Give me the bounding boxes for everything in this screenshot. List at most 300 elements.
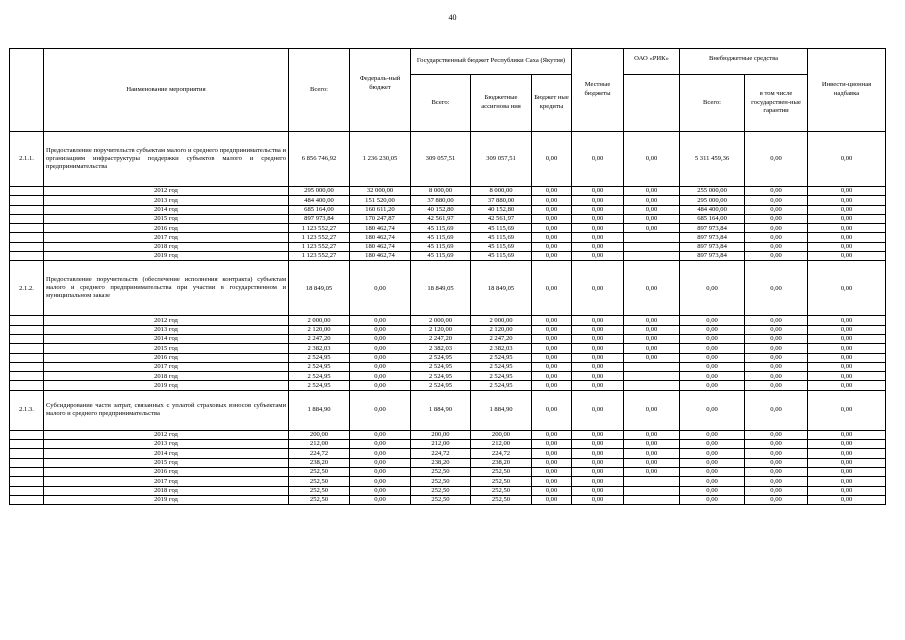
budget-table	[9, 48, 886, 505]
table-body	[10, 132, 886, 505]
year-label: 2013 год	[44, 325, 289, 334]
year-value-cell: 0,00	[745, 486, 808, 495]
year-code-empty	[10, 467, 44, 476]
section-total-cell: 309 057,51	[411, 132, 471, 187]
year-code-empty	[10, 316, 44, 325]
year-value-cell: 0,00	[532, 440, 572, 449]
year-value-cell: 0,00	[745, 458, 808, 467]
year-value-cell: 2 382,03	[411, 344, 471, 353]
year-label: 2017 год	[44, 362, 289, 371]
year-value-cell: 200,00	[471, 430, 532, 439]
year-value-cell: 0,00	[624, 440, 680, 449]
year-value-cell: 1 123 552,27	[289, 242, 350, 251]
year-value-cell: 0,00	[572, 440, 624, 449]
year-value-cell: 238,20	[471, 458, 532, 467]
year-value-cell: 0,00	[532, 467, 572, 476]
year-value-cell: 0,00	[624, 430, 680, 439]
year-value-cell	[624, 477, 680, 486]
year-value-cell: 0,00	[745, 372, 808, 381]
year-label: 2015 год	[44, 214, 289, 223]
year-value-cell: 0,00	[572, 362, 624, 371]
year-value-cell: 0,00	[532, 224, 572, 233]
year-value-cell: 0,00	[572, 372, 624, 381]
year-row	[10, 205, 886, 214]
year-value-cell: 2 524,95	[411, 353, 471, 362]
year-value-cell: 0,00	[745, 353, 808, 362]
year-value-cell: 0,00	[745, 187, 808, 196]
year-value-cell: 0,00	[808, 316, 886, 325]
year-code-empty	[10, 440, 44, 449]
year-value-cell: 0,00	[532, 495, 572, 504]
header-oao-empty	[624, 75, 680, 132]
year-value-cell: 180 462,74	[350, 252, 411, 261]
section-row	[10, 390, 886, 430]
section-total-cell: 5 311 459,36	[680, 132, 745, 187]
section-total-cell: 0,00	[624, 261, 680, 316]
year-value-cell: 897 973,84	[680, 252, 745, 261]
year-code-empty	[10, 325, 44, 334]
year-value-cell: 897 973,84	[289, 214, 350, 223]
year-value-cell: 0,00	[532, 187, 572, 196]
year-value-cell: 0,00	[745, 334, 808, 343]
year-value-cell: 0,00	[350, 486, 411, 495]
section-total-cell: 0,00	[350, 390, 411, 430]
section-total-cell: 309 057,51	[471, 132, 532, 187]
year-value-cell: 0,00	[680, 372, 745, 381]
table-header	[10, 49, 886, 132]
year-value-cell: 0,00	[572, 233, 624, 242]
year-value-cell: 0,00	[808, 224, 886, 233]
year-value-cell: 0,00	[680, 381, 745, 390]
year-row	[10, 344, 886, 353]
year-value-cell: 32 000,00	[350, 187, 411, 196]
year-value-cell	[624, 381, 680, 390]
year-row	[10, 334, 886, 343]
year-value-cell: 252,50	[289, 486, 350, 495]
header-state-credit: Бюджет ные кредиты	[532, 75, 572, 132]
year-value-cell: 2 000,00	[471, 316, 532, 325]
year-value-cell: 252,50	[471, 467, 532, 476]
year-code-empty	[10, 344, 44, 353]
year-value-cell	[624, 495, 680, 504]
year-value-cell: 2 524,95	[471, 381, 532, 390]
year-value-cell: 0,00	[624, 449, 680, 458]
year-value-cell: 2 524,95	[471, 353, 532, 362]
section-total-cell: 1 884,90	[289, 390, 350, 430]
year-value-cell: 0,00	[532, 362, 572, 371]
header-name: Наименование мероприятия	[44, 49, 289, 132]
year-value-cell: 0,00	[532, 233, 572, 242]
year-value-cell: 0,00	[624, 205, 680, 214]
year-value-cell: 0,00	[624, 344, 680, 353]
year-value-cell: 2 382,03	[471, 344, 532, 353]
year-row	[10, 242, 886, 251]
year-value-cell: 1 123 552,27	[289, 252, 350, 261]
year-value-cell: 42 561,97	[471, 214, 532, 223]
year-value-cell: 295 000,00	[680, 196, 745, 205]
year-value-cell: 0,00	[350, 430, 411, 439]
year-value-cell	[624, 242, 680, 251]
year-code-empty	[10, 196, 44, 205]
section-total-cell: 0,00	[745, 390, 808, 430]
year-row	[10, 477, 886, 486]
year-value-cell: 295 000,00	[289, 187, 350, 196]
year-value-cell: 0,00	[350, 344, 411, 353]
year-value-cell: 0,00	[808, 196, 886, 205]
year-value-cell: 0,00	[680, 334, 745, 343]
year-value-cell: 0,00	[745, 325, 808, 334]
year-value-cell: 0,00	[532, 430, 572, 439]
year-value-cell: 0,00	[572, 467, 624, 476]
year-value-cell: 0,00	[680, 495, 745, 504]
year-code-empty	[10, 214, 44, 223]
year-code-empty	[10, 381, 44, 390]
year-value-cell: 0,00	[745, 224, 808, 233]
section-total-cell: 0,00	[624, 132, 680, 187]
year-value-cell: 252,50	[289, 477, 350, 486]
section-code: 2.1.1.	[10, 132, 44, 187]
year-value-cell: 212,00	[411, 440, 471, 449]
year-value-cell: 0,00	[808, 449, 886, 458]
year-value-cell: 0,00	[350, 325, 411, 334]
year-value-cell: 0,00	[745, 233, 808, 242]
year-label: 2012 год	[44, 316, 289, 325]
year-code-empty	[10, 187, 44, 196]
header-code-cell	[10, 49, 44, 132]
year-value-cell: 2 524,95	[411, 362, 471, 371]
year-value-cell: 0,00	[808, 458, 886, 467]
year-value-cell: 484 400,00	[289, 196, 350, 205]
year-label: 2017 год	[44, 477, 289, 486]
year-code-empty	[10, 486, 44, 495]
year-value-cell	[624, 252, 680, 261]
section-row	[10, 261, 886, 316]
year-value-cell: 45 115,69	[411, 242, 471, 251]
year-value-cell: 0,00	[745, 449, 808, 458]
section-total-cell: 0,00	[532, 261, 572, 316]
year-value-cell: 0,00	[572, 430, 624, 439]
year-value-cell: 2 120,00	[289, 325, 350, 334]
year-value-cell: 0,00	[532, 242, 572, 251]
year-value-cell: 0,00	[745, 316, 808, 325]
year-value-cell: 2 382,03	[289, 344, 350, 353]
year-value-cell: 0,00	[808, 381, 886, 390]
year-value-cell: 200,00	[289, 430, 350, 439]
year-row	[10, 362, 886, 371]
year-value-cell: 0,00	[532, 196, 572, 205]
section-total-cell: 0,00	[624, 390, 680, 430]
year-label: 2013 год	[44, 196, 289, 205]
year-row	[10, 458, 886, 467]
section-row	[10, 132, 886, 187]
year-value-cell: 0,00	[808, 467, 886, 476]
year-value-cell: 37 880,00	[411, 196, 471, 205]
year-value-cell: 2 524,95	[411, 372, 471, 381]
year-value-cell: 45 115,69	[471, 224, 532, 233]
section-total-cell: 0,00	[745, 261, 808, 316]
year-label: 2016 год	[44, 224, 289, 233]
year-value-cell: 1 123 552,27	[289, 224, 350, 233]
year-value-cell: 2 524,95	[471, 362, 532, 371]
year-value-cell: 0,00	[624, 467, 680, 476]
year-value-cell: 252,50	[289, 495, 350, 504]
header-federal: Федераль-ный бюджет	[350, 49, 411, 132]
year-value-cell: 0,00	[745, 495, 808, 504]
year-value-cell: 0,00	[572, 495, 624, 504]
year-value-cell: 8 000,00	[411, 187, 471, 196]
year-value-cell: 2 000,00	[411, 316, 471, 325]
year-row	[10, 187, 886, 196]
year-label: 2012 год	[44, 187, 289, 196]
year-value-cell: 0,00	[808, 344, 886, 353]
section-total-cell: 0,00	[572, 132, 624, 187]
year-label: 2014 год	[44, 205, 289, 214]
year-value-cell: 170 247,87	[350, 214, 411, 223]
year-value-cell: 0,00	[808, 362, 886, 371]
year-value-cell: 40 152,80	[471, 205, 532, 214]
year-row	[10, 467, 886, 476]
year-value-cell: 45 115,69	[411, 233, 471, 242]
year-value-cell: 45 115,69	[471, 252, 532, 261]
year-value-cell: 0,00	[572, 196, 624, 205]
year-value-cell: 0,00	[350, 458, 411, 467]
year-code-empty	[10, 458, 44, 467]
year-value-cell: 37 880,00	[471, 196, 532, 205]
year-value-cell: 212,00	[471, 440, 532, 449]
section-total-cell: 0,00	[808, 390, 886, 430]
year-value-cell: 0,00	[680, 325, 745, 334]
year-value-cell: 224,72	[411, 449, 471, 458]
year-value-cell: 0,00	[532, 353, 572, 362]
year-label: 2019 год	[44, 495, 289, 504]
year-row	[10, 325, 886, 334]
year-value-cell: 0,00	[624, 187, 680, 196]
header-extra-total: Всего:	[680, 75, 745, 132]
year-value-cell: 252,50	[411, 477, 471, 486]
year-row	[10, 353, 886, 362]
header-oao: ОАО «РИК»	[624, 49, 680, 75]
year-value-cell: 0,00	[532, 344, 572, 353]
year-value-cell: 0,00	[624, 214, 680, 223]
year-value-cell: 2 524,95	[289, 381, 350, 390]
header-extra: Внебюджетные средства	[680, 49, 808, 75]
section-name: Субсидирование части затрат, связанных с уплатой страховых взносов субъектами малого и среднего предпринимательства	[44, 390, 289, 430]
year-value-cell: 0,00	[680, 467, 745, 476]
year-value-cell: 0,00	[572, 486, 624, 495]
year-value-cell: 1 123 552,27	[289, 233, 350, 242]
year-value-cell: 0,00	[572, 353, 624, 362]
year-value-cell: 897 973,84	[680, 224, 745, 233]
year-value-cell: 0,00	[532, 372, 572, 381]
year-row	[10, 214, 886, 223]
year-value-cell: 180 462,74	[350, 242, 411, 251]
section-total-cell: 1 884,90	[471, 390, 532, 430]
year-value-cell: 0,00	[572, 477, 624, 486]
year-label: 2018 год	[44, 372, 289, 381]
year-row	[10, 486, 886, 495]
year-row	[10, 233, 886, 242]
year-value-cell: 0,00	[532, 458, 572, 467]
year-value-cell: 2 120,00	[411, 325, 471, 334]
year-value-cell: 2 524,95	[411, 381, 471, 390]
year-row	[10, 224, 886, 233]
year-value-cell: 0,00	[745, 477, 808, 486]
year-value-cell: 0,00	[624, 196, 680, 205]
year-value-cell: 0,00	[350, 495, 411, 504]
year-value-cell: 252,50	[289, 467, 350, 476]
year-value-cell: 0,00	[680, 353, 745, 362]
year-label: 2019 год	[44, 381, 289, 390]
section-total-cell: 6 856 746,92	[289, 132, 350, 187]
year-value-cell: 0,00	[532, 381, 572, 390]
year-value-cell: 2 247,20	[411, 334, 471, 343]
year-value-cell: 0,00	[350, 372, 411, 381]
year-value-cell: 42 561,97	[411, 214, 471, 223]
year-value-cell: 224,72	[289, 449, 350, 458]
year-value-cell: 0,00	[808, 252, 886, 261]
year-value-cell: 0,00	[350, 353, 411, 362]
year-value-cell: 0,00	[808, 187, 886, 196]
header-local: Местные бюджеты	[572, 49, 624, 132]
year-value-cell: 0,00	[572, 381, 624, 390]
year-value-cell	[624, 372, 680, 381]
year-value-cell: 212,00	[289, 440, 350, 449]
section-total-cell: 18 849,05	[289, 261, 350, 316]
section-total-cell: 0,00	[680, 261, 745, 316]
year-value-cell: 0,00	[350, 449, 411, 458]
header-total: Всего:	[289, 49, 350, 132]
year-value-cell: 252,50	[411, 495, 471, 504]
year-row	[10, 449, 886, 458]
year-value-cell: 0,00	[808, 242, 886, 251]
year-code-empty	[10, 233, 44, 242]
year-value-cell: 0,00	[350, 440, 411, 449]
year-value-cell: 151 520,00	[350, 196, 411, 205]
year-value-cell: 0,00	[572, 449, 624, 458]
year-value-cell: 40 152,80	[411, 205, 471, 214]
year-row	[10, 196, 886, 205]
year-value-cell: 0,00	[532, 316, 572, 325]
year-value-cell: 0,00	[532, 449, 572, 458]
year-row	[10, 440, 886, 449]
year-value-cell: 0,00	[808, 495, 886, 504]
year-value-cell: 0,00	[745, 430, 808, 439]
year-row	[10, 252, 886, 261]
year-value-cell: 0,00	[572, 252, 624, 261]
year-value-cell: 0,00	[808, 353, 886, 362]
year-value-cell: 2 000,00	[289, 316, 350, 325]
year-value-cell: 180 462,74	[350, 233, 411, 242]
year-value-cell: 252,50	[471, 477, 532, 486]
year-value-cell: 0,00	[532, 214, 572, 223]
year-value-cell: 0,00	[680, 430, 745, 439]
year-value-cell: 0,00	[350, 334, 411, 343]
year-value-cell: 0,00	[572, 316, 624, 325]
year-code-empty	[10, 242, 44, 251]
year-value-cell: 0,00	[624, 334, 680, 343]
section-code: 2.1.3.	[10, 390, 44, 430]
year-value-cell: 2 524,95	[289, 353, 350, 362]
section-total-cell: 1 884,90	[411, 390, 471, 430]
year-value-cell: 0,00	[745, 205, 808, 214]
year-value-cell	[624, 486, 680, 495]
section-total-cell: 0,00	[572, 390, 624, 430]
year-label: 2013 год	[44, 440, 289, 449]
year-value-cell: 0,00	[624, 458, 680, 467]
year-label: 2014 год	[44, 334, 289, 343]
year-value-cell: 0,00	[532, 325, 572, 334]
year-value-cell: 0,00	[532, 205, 572, 214]
year-value-cell: 0,00	[745, 440, 808, 449]
year-value-cell: 0,00	[572, 242, 624, 251]
year-value-cell: 0,00	[680, 486, 745, 495]
year-value-cell: 0,00	[808, 233, 886, 242]
year-value-cell: 252,50	[471, 486, 532, 495]
year-value-cell: 2 120,00	[471, 325, 532, 334]
year-value-cell: 2 524,95	[471, 372, 532, 381]
year-code-empty	[10, 205, 44, 214]
year-value-cell: 0,00	[572, 214, 624, 223]
year-value-cell: 0,00	[808, 430, 886, 439]
year-value-cell: 0,00	[572, 344, 624, 353]
section-total-cell: 18 849,05	[471, 261, 532, 316]
year-value-cell	[624, 362, 680, 371]
year-value-cell: 0,00	[808, 372, 886, 381]
year-value-cell: 45 115,69	[471, 242, 532, 251]
year-value-cell: 897 973,84	[680, 242, 745, 251]
year-value-cell: 238,20	[289, 458, 350, 467]
year-value-cell: 0,00	[624, 353, 680, 362]
year-code-empty	[10, 495, 44, 504]
year-value-cell: 2 524,95	[289, 362, 350, 371]
year-value-cell: 0,00	[808, 205, 886, 214]
year-row	[10, 316, 886, 325]
year-value-cell: 0,00	[745, 362, 808, 371]
section-total-cell: 0,00	[532, 132, 572, 187]
year-value-cell: 0,00	[532, 334, 572, 343]
section-total-cell: 0,00	[532, 390, 572, 430]
year-value-cell: 0,00	[680, 362, 745, 371]
section-name: Предоставление поручительств (обеспечение исполнения контракта) субъектам малого и среднего предпринимательства при участии в государственном и муниципальном заказе	[44, 261, 289, 316]
year-value-cell: 0,00	[680, 316, 745, 325]
year-value-cell: 238,20	[411, 458, 471, 467]
year-value-cell: 0,00	[808, 334, 886, 343]
year-label: 2018 год	[44, 486, 289, 495]
year-label: 2017 год	[44, 233, 289, 242]
year-label: 2016 год	[44, 353, 289, 362]
header-state-budget: Государственный бюджет Республики Саха (Якутия)	[411, 49, 572, 75]
year-value-cell: 685 164,00	[289, 205, 350, 214]
year-row	[10, 381, 886, 390]
year-value-cell: 685 164,00	[680, 214, 745, 223]
year-value-cell: 897 973,84	[680, 233, 745, 242]
year-value-cell: 0,00	[745, 344, 808, 353]
year-value-cell: 0,00	[572, 205, 624, 214]
year-row	[10, 372, 886, 381]
year-value-cell: 0,00	[680, 458, 745, 467]
year-value-cell: 0,00	[808, 440, 886, 449]
header-extra-guar: в том числе государствен-ные гарантии	[745, 75, 808, 132]
section-total-cell: 0,00	[808, 132, 886, 187]
year-label: 2012 год	[44, 430, 289, 439]
section-total-cell: 0,00	[808, 261, 886, 316]
section-total-cell: 0,00	[572, 261, 624, 316]
year-code-empty	[10, 334, 44, 343]
year-value-cell: 0,00	[745, 214, 808, 223]
year-value-cell: 0,00	[532, 486, 572, 495]
year-code-empty	[10, 224, 44, 233]
year-value-cell: 0,00	[745, 467, 808, 476]
